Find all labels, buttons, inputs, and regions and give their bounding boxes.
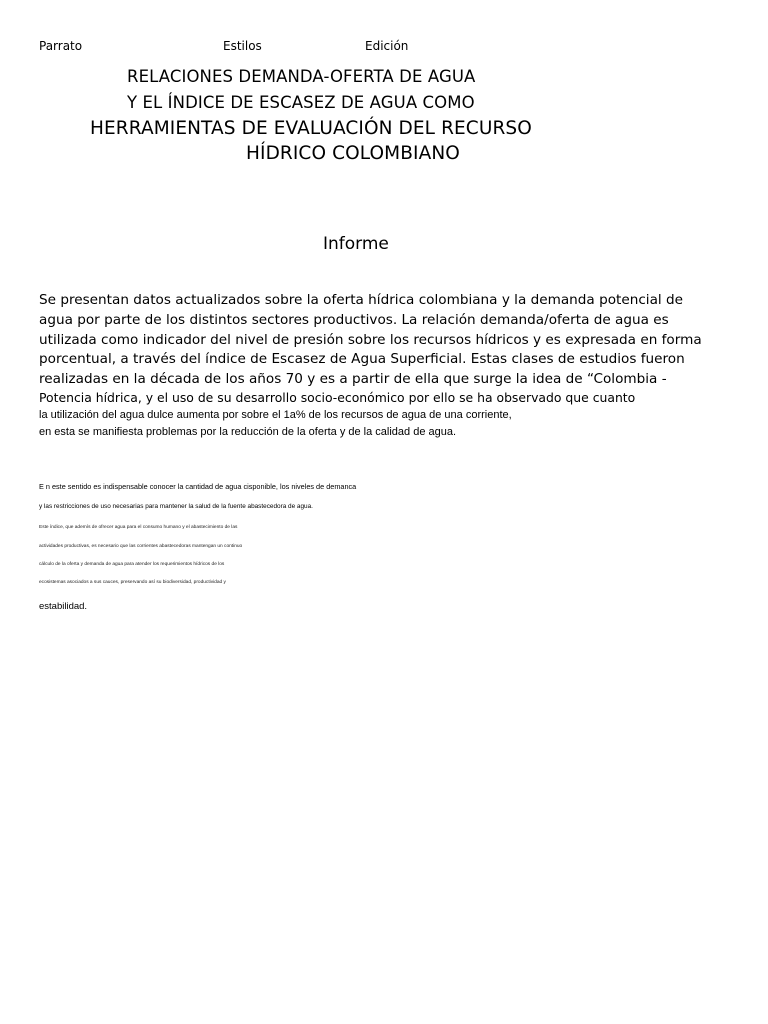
menu-item-edicion[interactable]: Edición [365, 39, 409, 53]
paragraph-line: actividades productivas, es necesario que las corrientes abastecedoras mantengan un continuo [39, 544, 243, 549]
paragraph-line: agua por parte de los distintos sectores productivos. La relación demanda/oferta de agua es [39, 312, 669, 328]
title-line-2: Y EL ÍNDICE DE ESCASEZ DE AGUA COMO [127, 93, 475, 112]
title-line-1: RELACIONES DEMANDA-OFERTA DE AGUA [127, 67, 476, 86]
paragraph-line: E n este sentido es indispensable conocer la cantidad de agua cisponible, los niveles de demanca [39, 482, 357, 491]
paragraph-line: cálculo de la oferta y demanda de agua para atender los requerimientos hídricos de los [39, 562, 225, 567]
paragraph-line: porcentual, a través del índice de Escasez de Agua Superficial. Estas clases de estudios fueron [39, 351, 685, 367]
title-line-3: HERRAMIENTAS DE EVALUACIÓN DEL RECURSO [90, 118, 532, 139]
paragraph-line: Potencia hídrica, y el uso de su desarrollo socio-económico por ello se ha observado que cuanto [39, 390, 636, 405]
paragraph-line: y las restricciones de uso necesarias para mantener la salud de la fuente abastecedora de agua. [39, 503, 313, 510]
paragraph-line: realizadas en la década de los años 70 y es a partir de ella que surge la idea de “Colombia - [39, 371, 667, 387]
paragraph-line: estabilidad. [39, 601, 88, 612]
menu-item-parrato[interactable]: Parrato [39, 39, 83, 53]
menu-item-estilos[interactable]: Estilos [223, 39, 262, 53]
paragraph-line: utilizada como indicador del nivel de presión sobre los recursos hídricos y es expresada en forma [39, 332, 702, 348]
paragraph-line: Se presentan datos actualizados sobre la oferta hídrica colombiana y la demanda potencial de [39, 292, 683, 308]
paragraph-line: ecosistemas asociados a sus cauces, preservando así su biodiversidad, productividad y [39, 580, 226, 585]
paragraph-line: en esta se manifiesta problemas por la reducción de la oferta y de la calidad de agua. [39, 426, 457, 438]
section-heading: Informe [323, 234, 389, 254]
paragraph-line: Este índice, que ademís de ofrecer agua para el consumo humano y el abastecimiento de las [39, 525, 238, 530]
title-line-4: HÍDRICO COLOMBIANO [246, 143, 460, 164]
paragraph-line: la utilización del agua dulce aumenta por sobre el 1a% de los recursos de agua de una corriente, [39, 409, 512, 421]
